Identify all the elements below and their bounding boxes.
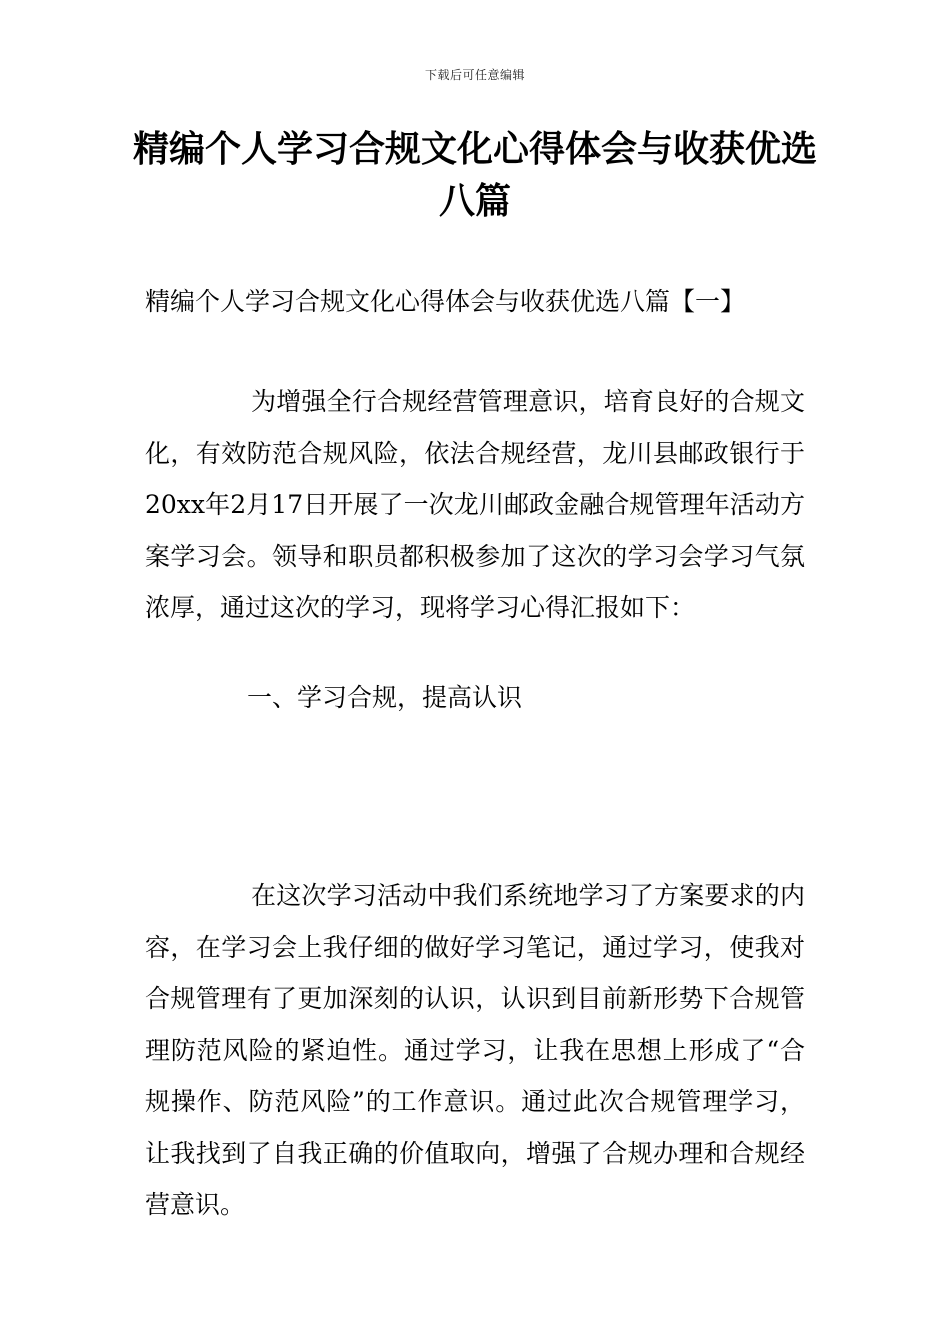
header-note: 下载后可任意编辑 — [424, 68, 525, 82]
subheading-learn-compliance: 一、学习合规，提高认识 — [247, 683, 523, 712]
paragraph-intro: 为增强全行合规经营管理意识，培育良好的合规文化，有效防范合规风险，依法合规经营，龙川县邮政银行于20xx年2月17日开展了一次龙川邮政金融合规管理年活动方案学习会。领导和职员都积极参加了这次的学习会学习气氛浓厚，通过这次的学习，现将学习心得汇报如下： — [145, 387, 805, 622]
document-title: 精编个人学习合规文化心得体会与收获优选八篇 — [132, 129, 817, 222]
section-heading: 精编个人学习合规文化心得体会与收获优选八篇【一】 — [145, 287, 746, 316]
paragraph-study-activity: 在这次学习活动中我们系统地学习了方案要求的内容，在学习会上我仔细的做好学习笔记，通过学习，使我对合规管理有了更加深刻的认识，认识到目前新形势下合规管理防范风险的紧迫性。通过学习，让我在思想上形成了“合规操作、防范风险”的工作意识。通过此次合规管理学习，让我找到了自我正确的价值取向，增强了合规办理和合规经营意识。 — [145, 881, 805, 1219]
